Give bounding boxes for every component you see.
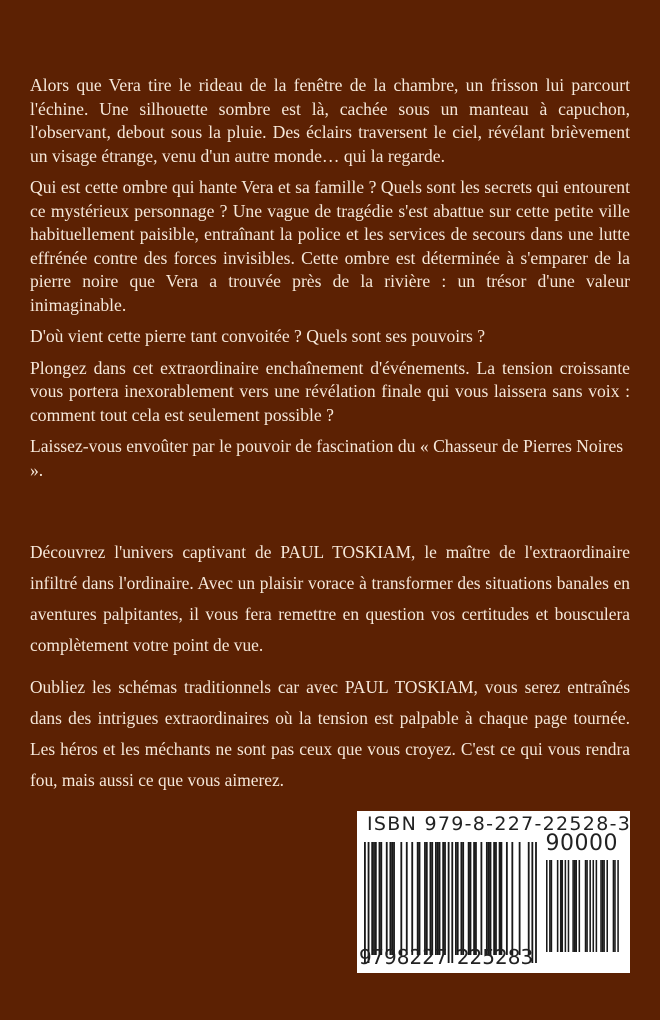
ean-digit: 8 xyxy=(507,945,521,969)
ean-digit: 9 xyxy=(384,945,397,969)
isbn-label: ISBN 979-8-227-22528-3 xyxy=(367,813,632,835)
author-paragraph-1: Découvrez l'univers captivant de PAUL TOSKIAM, le maître de l'extraordinaire infiltré dans l'ordinaire. Avec un plaisir vorace à transformer des situations banales en aventures palpitantes, il vous fera remettre en question vos certitudes et bousculera complètement votre point de vue. xyxy=(30,542,630,655)
price-addon-label: 90000 xyxy=(545,831,618,856)
ean-digit: 5 xyxy=(482,945,496,969)
ean-digit: 2 xyxy=(495,945,508,969)
ean-digit: 7 xyxy=(434,945,448,969)
ean-digit: 2 xyxy=(456,945,470,969)
ean-digit: 2 xyxy=(469,945,483,969)
synopsis xyxy=(30,74,630,490)
ean-digit: 2 xyxy=(409,945,423,969)
synopsis-paragraph-2: Qui est cette ombre qui hante Vera et sa famille ? Quels sont les secrets qui entourent ce mystérieux personnage ? Une vague de tragédie s'est abattue sur cette petite ville habituellement paisible, entraînant la police et les services de secours dans une lutte effrénée contre des forces invisibles. Cette ombre est déterminée à s'emparer de la pierre noire que Vera a trouvée près de la rivière : un trésor d'une valeur inimaginable. xyxy=(30,177,630,315)
synopsis-paragraph-1: Alors que Vera tire le rideau de la fenêtre de la chambre, un frisson lui parcourt l'échine. Une silhouette sombre est là, cachée sous un manteau à capuchon, l'observant, debout sous la pluie. Des éclairs traversent le ciel, révélant brièvement un visage étrange, venu d'un autre monde… qui la regarde. xyxy=(30,75,630,166)
ean-digit: 7 xyxy=(371,945,384,969)
synopsis-paragraph-5: Laissez-vous envoûter par le pouvoir de fascination du « Chasseur de Pierres Noires ». xyxy=(30,436,624,480)
ean-digit: 9 xyxy=(359,945,372,969)
synopsis-paragraph-3: D'où vient cette pierre tant convoitée ? Quels sont ses pouvoirs ? xyxy=(30,326,486,346)
ean-digit: 8 xyxy=(396,945,410,969)
author-paragraph-2: Oubliez les schémas traditionnels car avec PAUL TOSKIAM, vous serez entraînés dans des intrigues extraordinaires où la tension est palpable à chaque page tournée. Les héros et les méchants ne sont pas ceux que vous croyez. C'est ce qui vous rendra fou, mais aussi ce que vous aimerez. xyxy=(30,677,630,790)
isbn-barcode-block xyxy=(357,811,630,973)
synopsis-paragraph-4: Plongez dans cet extraordinaire enchaînement d'événements. La tension croissante vous portera inexorablement vers une révélation finale qui vous laissera sans voix : comment tout cela est seulement possible ? xyxy=(30,357,630,425)
ean-digit: 3 xyxy=(520,945,534,969)
author-blurb xyxy=(30,537,630,807)
ean-digit: 2 xyxy=(422,945,435,969)
